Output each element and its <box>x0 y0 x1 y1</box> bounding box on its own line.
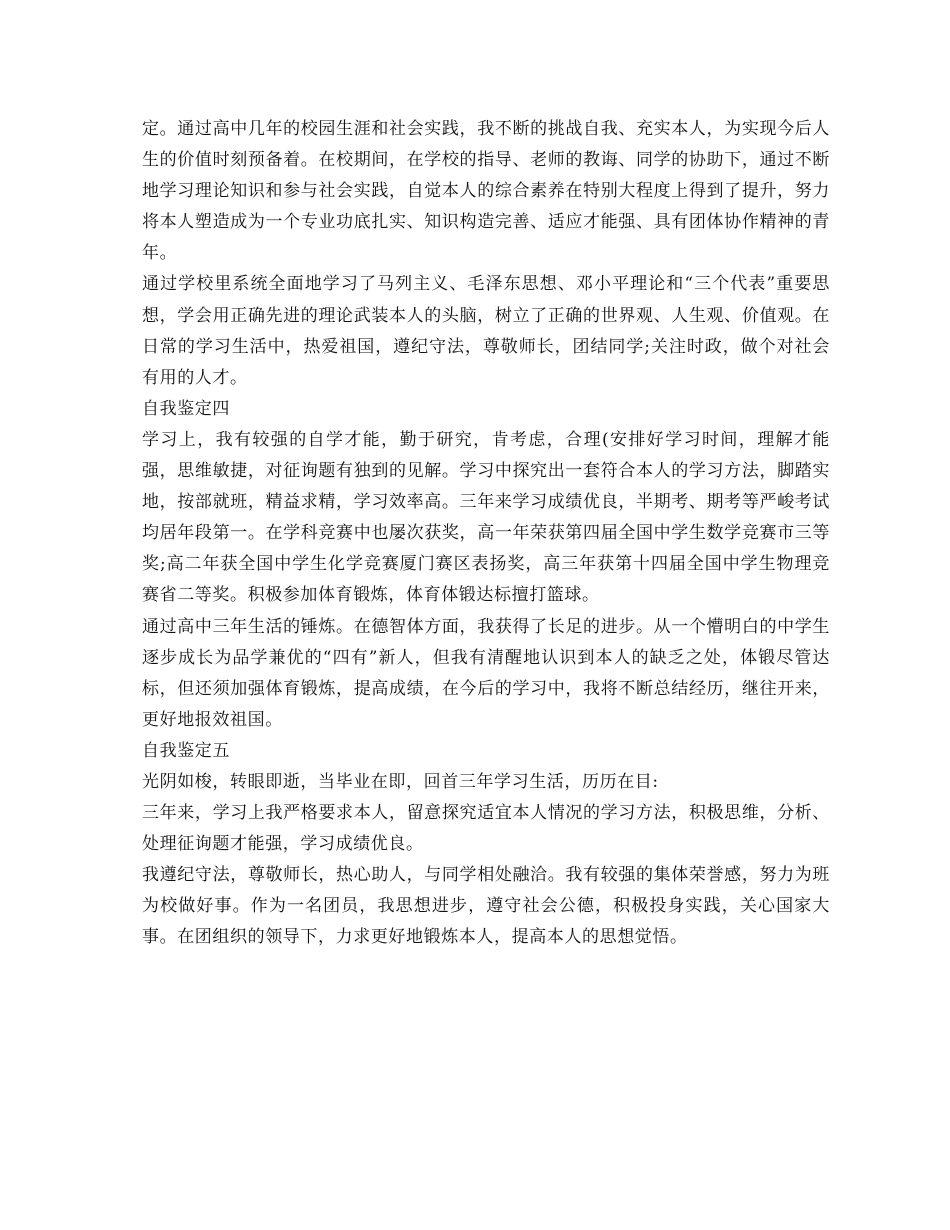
paragraph-7: 我遵纪守法，尊敬师长，热心助人，与同学相处融洽。我有较强的集体荣誉感，努力为班为校做好事。作为一名团员，我思想进步，遵守社会公德，积极投身实践，关心国家大事。在团组织的领导下，力求更好地锻炼本人，提高本人的思想觉悟。 <box>142 865 830 948</box>
paragraph-4: 通过高中三年生活的锤炼。在德智体方面，我获得了长足的进步。从一个懵明白的中学生逐步成长为品学兼优的“四有”新人，但我有清醒地认识到本人的缺乏之处，体锻尽管达标，但还须加强体育锻炼，提高成绩，在今后的学习中，我将不断总结经历，继往开来，更好地报效祖国。 <box>142 616 830 730</box>
paragraph-1: 定。通过高中几年的校园生涯和社会实践，我不断的挑战自我、充实本人，为实现今后人生的价值时刻预备着。在校期间，在学校的指导、老师的教诲、同学的协助下，通过不断地学习理论知识和参与社会实践，自觉本人的综合素养在特别大程度上得到了提升，努力将本人塑造成为一个专业功底扎实、知识构造完善、适应才能强、具有团体协作精神的青年。 <box>142 119 830 264</box>
paragraph-2: 通过学校里系统全面地学习了马列主义、毛泽东思想、邓小平理论和“三个代表”重要思想，学会用正确先进的理论武装本人的头脑，树立了正确的世界观、人生观、价值观。在日常的学习生活中，热爱祖国，遵纪守法，尊敬师长，团结同学;关注时政，做个对社会有用的人才。 <box>142 274 830 388</box>
section-heading-5: 自我鉴定五 <box>142 740 230 761</box>
paragraph-5: 光阴如梭，转眼即逝，当毕业在即，回首三年学习生活，历历在目: <box>142 771 659 792</box>
paragraph-3: 学习上，我有较强的自学才能，勤于研究，肯考虑，合理(安排好学习时间，理解才能强，思维敏捷，对征询题有独到的见解。学习中探究出一套符合本人的学习方法，脚踏实地，按部就班，精益求精，学习效率高。三年来学习成绩优良，半期考、期考等严峻考试均居年段第一。在学科竞赛中也屡次获奖，高一年荣获第四届全国中学生数学竞赛市三等奖;高二年获全国中学生化学竞赛厦门赛区表扬奖，高三年获第十四届全国中学生物理竞赛省二等奖。积极参加体育锻炼，体育体锻达标擅打篮球。 <box>142 429 830 606</box>
paragraph-6: 三年来，学习上我严格要求本人，留意探究适宜本人情况的学习方法，积极思维，分析、处理征询题才能强，学习成绩优良。 <box>142 803 830 855</box>
section-heading-4: 自我鉴定四 <box>142 398 230 419</box>
